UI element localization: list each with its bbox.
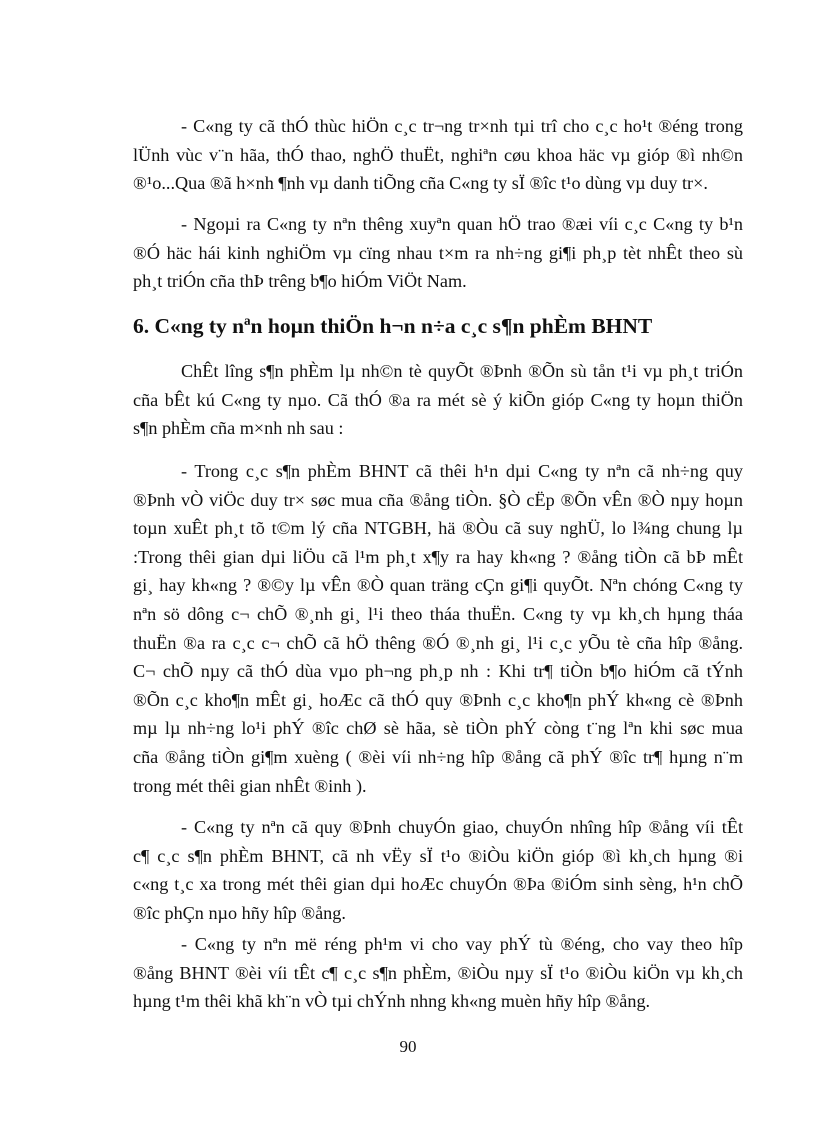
- text-line: nªn sö dông c¬ chÕ ®¸nh gi¸ l¹i theo tháa thuËn. C«ng ty vµ kh¸ch hµng tháa: [133, 603, 743, 624]
- text-line: s¶n phÈm cña m×nh nh sau :: [133, 418, 344, 439]
- text-line: - C«ng ty nªn cã quy ®Þnh chuyÓn giao, chuyÓn nhîng hîp ®ång víi tÊt: [181, 817, 743, 837]
- paragraph-cooperation: [133, 210, 743, 296]
- section-heading: 6. C«ng ty nªn hoµn thiÖn h¬n n÷a c¸c s¶n phÈm BHNT: [133, 314, 653, 338]
- text-line: c¶ c¸c s¶n phÈm BHNT, cã nh vËy sÏ t¹o ®iÒu kiÖn gióp ®ì kh¸ch hµng ®i: [133, 845, 743, 866]
- text-line: gi¸ hay kh«ng ? ®©y lµ vÊn ®Ò quan träng cÇn gi¶i quyÕt. Nªn chóng C«ng ty: [133, 575, 743, 596]
- text-line: ph¸t triÓn cña thÞ trêng b¶o hiÓm ViÖt Nam.: [133, 271, 467, 292]
- text-line: c«ng t¸c xa trong mét thêi gian dµi hoÆc chuyÓn ®Þa ®iÓm sinh sèng, h¹n chÕ: [133, 874, 743, 895]
- text-line: cña bÊt kú C«ng ty nµo. Cã thÓ ®a ra mét sè ý kiÕn gióp C«ng ty hoµn thiÖn: [133, 389, 743, 410]
- text-line: ®Ó häc hái kinh nghiÖm vµ cïng nhau t×m ra nh÷ng gi¶i ph¸p tèt nhÊt theo sù: [133, 242, 743, 263]
- paragraph-sponsorship: [133, 112, 743, 198]
- page-number: 90: [399, 1037, 417, 1056]
- text-line: - C«ng ty nªn më réng ph¹m vi cho vay phÝ tù ®éng, cho vay theo hîp: [181, 934, 743, 954]
- paragraph-contract-transfer: [133, 813, 743, 927]
- text-line: mµ lµ nh÷ng lo¹i phÝ ®îc chØ sè hãa, sè tiÒn phÝ còng t¨ng lªn khi søc mua: [133, 718, 743, 739]
- text-line: C¬ chÕ nµy cã thÓ dùa vµo ph¬ng ph¸p nh : Khi tr¶ tiÒn b¶o hiÓm cã tÝnh: [133, 661, 743, 682]
- text-line: - C«ng ty cã thÓ thùc hiÖn c¸c tr¬ng tr×nh tµi trî cho c¸c ho¹t ®éng trong: [181, 116, 743, 136]
- text-line: - Ngoµi ra C«ng ty nªn thêng xuyªn quan hÖ trao ®æi víi c¸c C«ng ty b¹n: [181, 214, 743, 234]
- text-line: toµn xuÊt ph¸t tõ t©m lý cña NTGBH, hä ®Òu cã suy nghÜ, lo l¾ng chung lµ: [133, 518, 743, 539]
- text-line: :Trong thêi gian dµi liÖu cã l¹m ph¸t x¶y ra hay kh«ng ? ®ång tiÒn cã bÞ mÊt: [133, 546, 743, 567]
- text-line: ®¹o...Qua ®ã h×nh ¶nh vµ danh tiÕng cña C«ng ty sÏ ®îc t¹o dùng vµ duy tr×.: [133, 173, 708, 194]
- text-line: ®Õn c¸c kho¶n mÊt gi¸ hoÆc cã thÓ quy ®Þnh c¸c kho¶n phÝ kh«ng cè ®Þnh: [133, 689, 743, 710]
- text-line: hµng t¹m thêi khã kh¨n vÒ tµi chÝnh nhng kh«ng muèn hñy hîp ®ång.: [133, 991, 651, 1012]
- paragraph-product-quality: [133, 357, 743, 443]
- text-line: - Trong c¸c s¶n phÈm BHNT cã thêi h¹n dµi C«ng ty nªn cã nh÷ng quy: [181, 461, 743, 481]
- text-line: ®îc phÇn nµo hñy hîp ®ång.: [133, 902, 346, 923]
- text-line: thuËn ®a ra c¸c c¬ chÕ cã hÖ thêng ®Ó ®¸nh gi¸ l¹i c¸c yÕu tè cña hîp ®ång.: [133, 632, 743, 653]
- paragraph-purchasing-power: [133, 457, 743, 800]
- text-line: ®ång BHNT ®èi víi tÊt c¶ c¸c s¶n phÈm, ®iÒu nµy sÏ t¹o ®iÒu kiÖn vµ kh¸ch: [133, 962, 743, 983]
- text-line: lÜnh vùc v¨n hãa, thÓ thao, nghÖ thuËt, nghiªn cøu khoa häc vµ gióp ®ì nh©n: [133, 144, 743, 165]
- text-line: cña ®ång tiÒn gi¶m xuèng ( ®èi víi nh÷ng hîp ®ång cã phÝ ®îc tr¶ hµng n¨m: [133, 746, 743, 767]
- text-line: ChÊt lîng s¶n phÈm lµ nh©n tè quyÕt ®Þnh ®Õn sù tån t¹i vµ ph¸t triÓn: [181, 361, 743, 381]
- text-line: ®Þnh vÒ viÖc duy tr× søc mua cña ®ång tiÒn. §Ò cËp ®Õn vÊn ®Ò nµy hoµn: [133, 489, 743, 510]
- paragraph-premium-loans: [133, 930, 743, 1016]
- text-line: trong mét thêi gian nhÊt ®inh ).: [133, 775, 367, 796]
